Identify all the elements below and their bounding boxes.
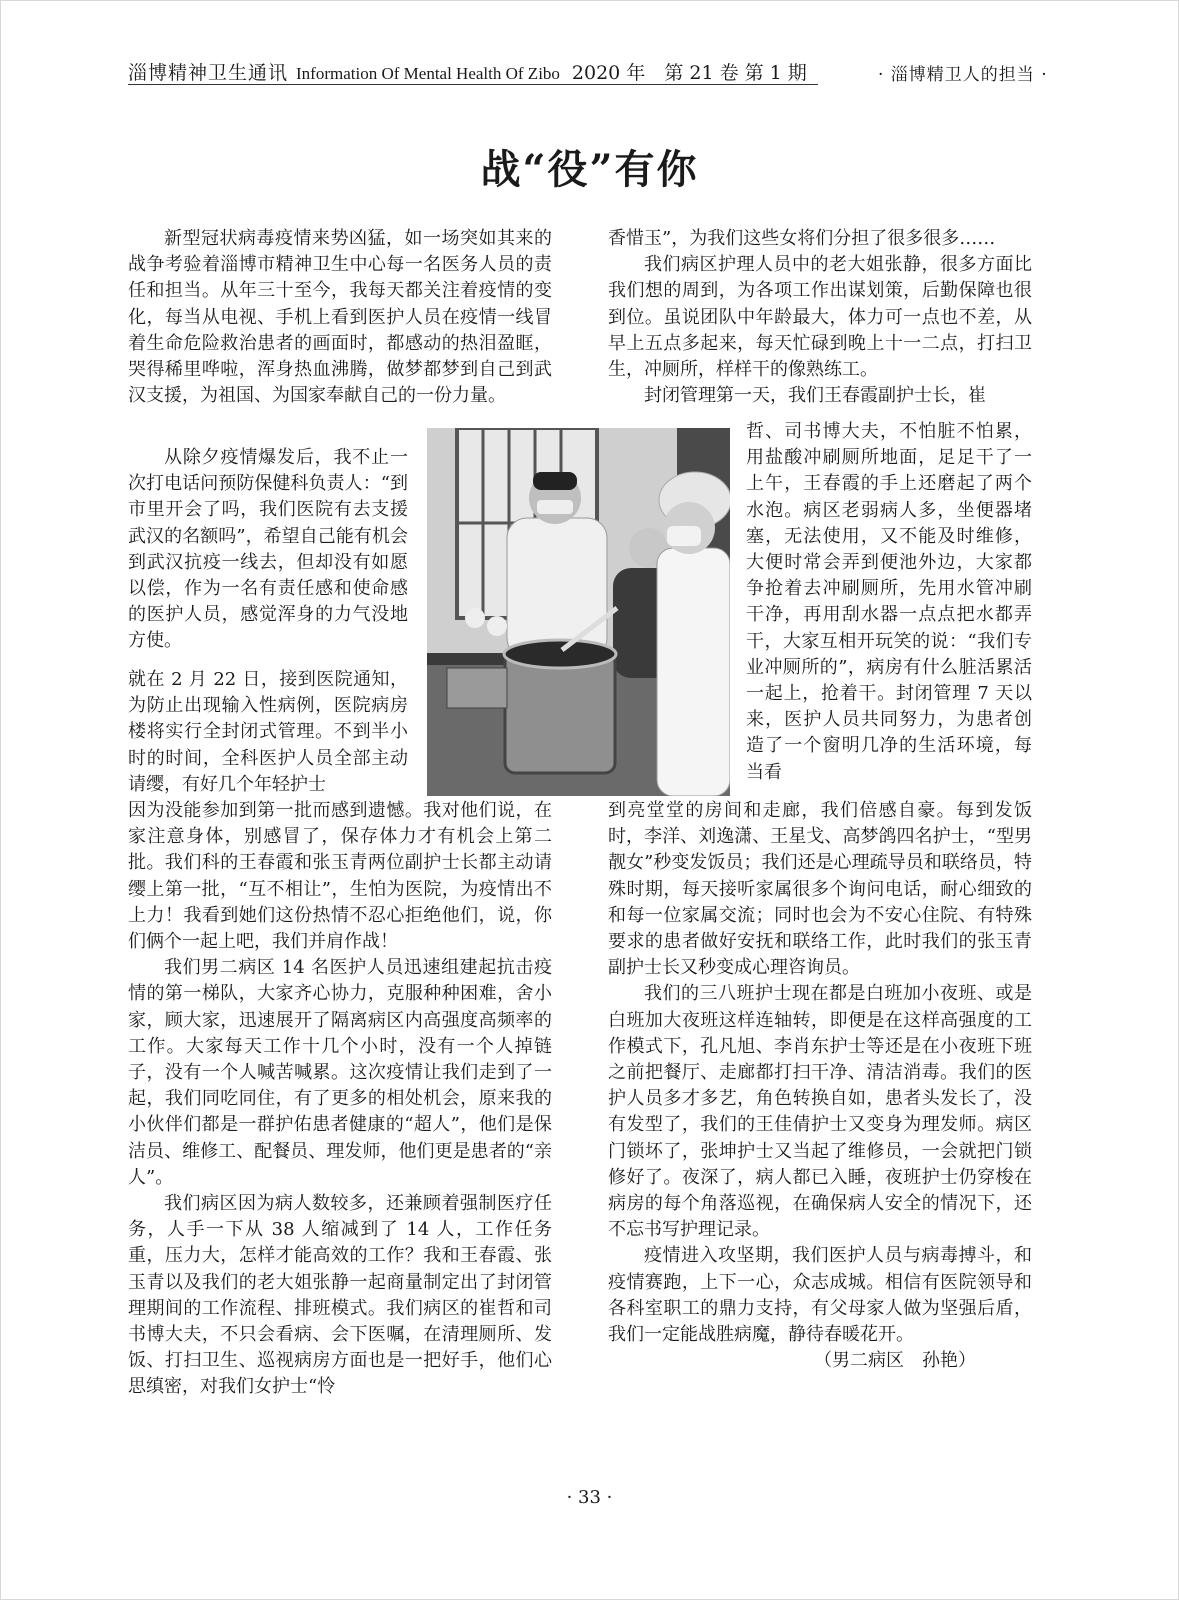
issue-info: 2020 年 第 21 卷 第 1 期 [571, 62, 807, 84]
paragraph: 我们男二病区 14 名医护人员迅速组建起抗击疫情的第一梯队，大家齐心协力，克服种种困难，舍小家，顾大家，迅速展开了隔离病区内高强度高频率的工作。大家每天工作十几个小时，没有一个人掉链子，没有一个人喊苦喊累。这次疫情让我们走到了一起，我们同吃同住，有了更多的相处机会，原来我的小伙伴们都是一群护佑患者健康的“超人”，他们是保洁员、维修工、配餐员、理发师，他们更是患者的“亲人”。 [128, 957, 552, 1188]
paragraph: 就在 2 月 22 日，接到医院通知，为防止出现输入性病例，医院病房楼将实行全封闭式管理。不到半小时的时间，全科医护人员全部主动请缨，有好几个年轻护士 [128, 669, 408, 795]
photo-staff-serving-food-icon [427, 428, 730, 796]
article-title: 战“役”有你 [480, 146, 699, 193]
column-left-top [128, 226, 552, 409]
author-signature: （男二病区 孙艳） [814, 1350, 976, 1372]
paragraph: 从除夕疫情爆发后，我不止一次打电话问预防保健科负责人：“到市里开会了吗，我们医院有去支援武汉的名额吗”，希望自己能有机会到武汉抗疫一线去，但却没有如愿以偿，作为一名有责任感和使命感的医护人员，感觉浑身的力气没地方使。 [128, 447, 408, 652]
column-left-wrap [128, 445, 408, 655]
paragraph: 封闭管理第一天，我们王春霞副护士长，崔 [644, 385, 986, 407]
column-right-wrap [746, 419, 1032, 786]
column-right-top [608, 226, 1032, 409]
paragraph: 我们病区护理人员中的老大姐张静，很多方面比我们想的周到，为各项工作出谋划策，后勤保障也很到位。虽说团队中年龄最大，体力可一点也不差，从早上五点多起来，每天忙碌到晚上十一二点，打扫卫生，冲厕所，样样干的像熟练工。 [608, 254, 1032, 381]
column-right-bottom [608, 798, 1032, 1374]
paragraph: 我们病区因为病人数较多，还兼顾着强制医疗任务，人手一下从 38 人缩减到了 14 人，工作任务重，压力大，怎样才能高效的工作？我和王春霞、张玉青以及我们的老大姐张静一起商量制定出了封闭管理期间的工作流程、排班模式。我们病区的崔哲和司书博大夫，不只会看病、会下医嘱，在清理厕所、发饭、打扫卫生、巡视病房方面也是一把好手，他们心思缜密，对我们女护士“怜 [128, 1193, 552, 1398]
paragraph-continued: 到亮堂堂的房间和走廊，我们倍感自豪。每到发饭时，李洋、刘逸潇、王星戈、高梦鸽四名护士，“型男靓女”秒变发饭员；我们还是心理疏导员和联络员，特殊时期，每天接听家属很多个询问电话，耐心细致的和每一位家属交流；同时也会为不安心住院、有特殊要求的患者做好安抚和联络工作，此时我们的张玉青副护士长又秒变成心理咨询员。 [608, 800, 1032, 979]
paragraph: 新型冠状病毒疫情来势凶猛，如一场突如其来的战争考验着淄博市精神卫生中心每一名医务人员的责任和担当。从年三十至今，我每天都关注着疫情的变化，每当从电视、手机上看到医护人员在疫情一线冒着生命危险救治患者的画面时，都感动的热泪盈眶，哭得稀里哗啦，浑身热血沸腾，做梦都梦到自己到武汉支援，为祖国、为国家奉献自己的一份力量。 [128, 228, 552, 407]
paragraph: 疫情进入攻坚期，我们医护人员与病毒搏斗，和疫情赛跑，上下一心，众志成城。相信有医院领导和各科室职工的鼎力支持，有父母家人做为坚强后盾，我们一定能战胜病魔，静待春暖花开。 [608, 1245, 1032, 1346]
paragraph-continued: 香惜玉”，为我们这些女将们分担了很多很多…… [608, 228, 996, 249]
paragraph-continued: 哲、司书博大夫，不怕脏不怕累，用盐酸冲刷厕所地面，足足干了一上午，王春霞的手上还磨起了两个水泡。病区老弱病人多，坐便器堵塞，无法使用，又不能及时维修，大便时常会弄到便池外边，大家都争抢着去冲刷厕所，先用水管冲刷干净，再用刮水器一点点把水都弄干，大家互相开玩笑的说：“我们专业冲厕所的”，病房有什么脏活累活一起上，抢着干。封闭管理 7 天以来，医护人员共同努力，为患者创造了一个窗明几净的生活环境，每当看 [746, 421, 1032, 783]
paragraph-continued: 因为没能参加到第一批而感到遗憾。我对他们说，在家注意身体，别感冒了，保存体力才有机会上第二批。我们科的王春霞和张玉青两位副护士长都主动请缨上第一批，“互不相让”，生怕为医院，为疫情出不上力！我看到她们这份热情不忍心拒绝他们，说，你们俩个一起上吧，我们并肩作战！ [128, 800, 552, 953]
section-label: · 淄博精卫人的担当 · [878, 65, 1048, 85]
column-left-bottom [128, 798, 552, 1401]
running-header [128, 58, 818, 85]
article-photo [427, 428, 730, 796]
column-left-wrap-2 [128, 667, 408, 798]
paragraph: 我们的三八班护士现在都是白班加小夜班、或是白班加大夜班这样连轴转，即便是在这样高强度的工作模式下，孔凡旭、李肖东护士等还是在小夜班下班之前把餐厅、走廊都打扫干净、清洁消毒。我们的医护人员多才多艺，角色转换自如，患者头发长了，没有发型了，我们的王佳倩护士又变身为理发师。病区门锁坏了，张坤护士又当起了维修员，一会就把门锁修好了。夜深了，病人都已入睡，夜班护士仍穿梭在病房的每个角落巡视，在确保病人安全的情况下，还不忘书写护理记录。 [608, 983, 1032, 1241]
page-number: · 33 · [566, 1487, 613, 1508]
journal-title-en: Information Of Mental Health Of Zibo [296, 64, 560, 83]
journal-title-cn: 淄博精神卫生通讯 [128, 62, 289, 84]
